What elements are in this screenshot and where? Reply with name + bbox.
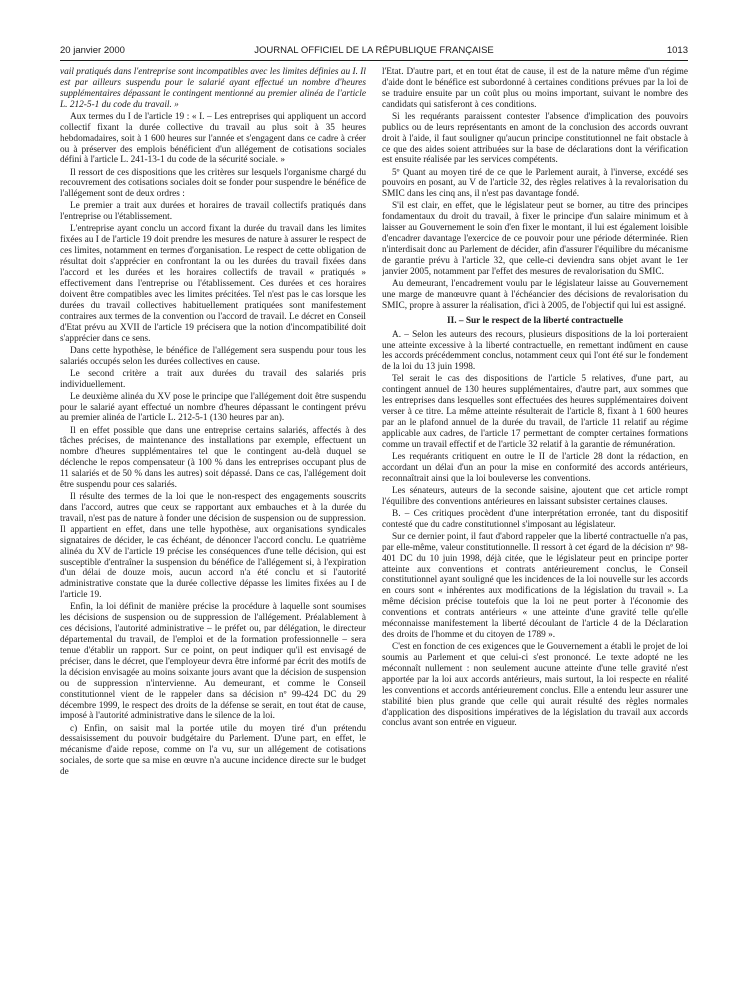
header-date: 20 janvier 2000 [60,45,125,56]
paragraph: Les sénateurs, auteurs de la seconde saisine, ajoutent que cet article rompt l'équilibre des conventions antérieures en laissant subsister certaines clauses. [382,485,688,507]
paragraph: Il en effet possible que dans une entreprise certains salariés, affectés à des tâches précises, de maintenance des installations par exemple, effectuent un nombre d'heures supplémentaires tel que le contingent au-delà duquel se déclenche le repos compensateur (à 100 % dans les entreprises occupant plus de 11 salariés et de 50 % dans les autres) soit dépassé. Dans ce cas, l'allégement doit être suspendu pour ces salariés. [60,425,366,491]
paragraph: Il ressort de ces dispositions que les critères sur lesquels l'organisme chargé du recouvrement des cotisations sociales doit se fonder pour suspendre le bénéfice de l'allégement sont de deux ordres : [60,167,366,200]
paragraph: A. – Selon les auteurs des recours, plusieurs dispositions de la loi porteraient une atteinte excessive à la liberté contractuelle, en remettant indûment en cause les accords précédemment conclus, notamment ceux qui l'ont été sur le fondement de la loi du 13 juin 1998. [382,329,688,373]
paragraph: Le second critère a trait aux durées du travail des salariés pris individuellement. [60,368,366,390]
paragraph: Si les requérants paraissent contester l'absence d'implication des pouvoirs publics ou de leurs représentants en amont de la conclusion des accords ouvrant droit à l'aide, il faut souligner qu'aucun principe constitutionnel ne fait obstacle à ce que des aides soient attribuées sur la base de déclarations dont la vérification est ensuite réalisée par les services compétents. [382,111,688,166]
paragraph: vail pratiqués dans l'entreprise sont incompatibles avec les limites définies au I. Il est par ailleurs suspendu pour le salarié ayant effectué un nombre d'heures supplémentaires dépassant le contingent mentionné au premier alinéa de l'article L. 212-5-1 du code du travail. » [60,67,366,110]
section-heading: II. – Sur le respect de la liberté contractuelle [446,315,623,326]
header-rule [60,60,688,61]
paragraph: Au demeurant, l'encadrement voulu par le législateur laisse au Gouvernement une marge de manœuvre quant à l'échéancier des décisions de revalorisation du SMIC, propre à assurer la réalisation, d'ici à 2005, de l'objectif qui lui est assigné. [382,278,688,311]
paragraph: 5º Quant au moyen tiré de ce que le Parlement aurait, à l'inverse, excédé ses pouvoirs en posant, au V de l'article 32, des règles relatives à la revalorisation du SMIC dans les cinq ans, il n'est pas davantage fondé. [382,167,688,200]
header-page-number: 1013 [666,45,688,56]
paragraph: Enfin, la loi définit de manière précise la procédure à laquelle sont soumises les décisions de suspension ou de suppression de l'allégement. Préalablement à ces décisions, l'autorité administrative – le préfet ou, par délégation, le directeur départemental du travail, de l'emploi et de la formation professionnelle – sera tenue d'établir un rapport. Sur ce point, on peut indiquer qu'il est envisagé de préciser, dans le décret, que l'employeur devra être informé par écrit des motifs de la décision envisagée au moins soixante jours avant que la décision de suspension ou de suppression n'intervienne. Au demeurant, et comme le Conseil constitutionnel vient de le rappeler dans sa décision nº 99-424 DC du 29 décembre 1999, le respect des droits de la défense se serait, en tout état de cause, imposé à l'autorité administrative dans le silence de la loi. [60,602,366,722]
left-column [60,67,366,955]
paragraph: c) Enfin, on saisit mal la portée utile du moyen tiré d'un prétendu dessaisissement du pouvoir budgétaire du Parlement. D'une part, en effet, le mécanisme d'aide repose, comme on l'a vu, sur un allégement de cotisations sociales, de sorte que sa mise en œuvre n'a aucune incidence directe sur le budget de [60,723,366,778]
paragraph: Le premier a trait aux durées et horaires de travail collectifs pratiqués dans l'entreprise ou l'établissement. [60,201,366,223]
paragraph: Les requérants critiquent en outre le II de l'article 28 dont la rédaction, en accordant un délai d'un an pour la mise en conformité des accords antérieurs, reconnaîtrait ainsi que la loi bouleverse les conventions. [382,451,688,484]
paragraph: Le deuxième alinéa du XV pose le principe que l'allégement doit être suspendu pour le salarié ayant effectué un nombre d'heures dépassant le contingent prévu au premier alinéa de l'article L. 212-5-1 (130 heures par an). [60,391,366,424]
paragraph: L'entreprise ayant conclu un accord fixant la durée du travail dans les limites fixées au I de l'article 19 doit prendre les mesures de nature à assurer le respect de ces limites, notamment en termes d'organisation. Le respect de cette obligation de résultat doit s'apprécier en confrontant la ou les durées du travail fixées dans l'accord et les durées et les horaires collectifs de travail « pratiqués » effectivement dans l'entreprise ou l'établissement. Ces durées et ces horaires doivent être compatibles avec les limites précitées. Tel n'est pas le cas lorsque les durées du travail collectives habituellement pratiquées sont manifestement contraires aux termes de la convention ou l'accord de travail. Le décret en Conseil d'Etat prévu au XVII de l'article 19 précisera que la notion d'incompatibilité doit s'apprécier dans ce sens. [60,224,366,344]
paragraph: l'Etat. D'autre part, et en tout état de cause, il est de la nature même d'un régime d'aide dont le bénéfice est subordonné à certaines conditions prévues par la loi de se traduire ensuite par un coût plus ou moins important, suivant le nombre des candidats qui satisferont à ces conditions. [382,67,688,110]
paragraph: Tel serait le cas des dispositions de l'article 5 relatives, d'une part, au contingent annuel de 130 heures supplémentaires, d'autre part, aux sommes que les entreprises dans lesquelles sont effectuées des heures supplémentaires doivent verser à ce titre. La même atteinte résulterait de l'article 8, fixant à 1 600 heures par an le plafond annuel de la durée du travail, de l'article 11 relatif au régime applicable aux cadres, de l'article 17 permettant de compter certaines formations comme un travail effectif et de l'article 32 relatif à la garantie de rémunération. [382,374,688,450]
paragraph: B. – Ces critiques procèdent d'une interprétation erronée, tant du dispositif contesté que du cadre constitutionnel s'imposant au législateur. [382,508,688,530]
paragraph: Sur ce dernier point, il faut d'abord rappeler que la liberté contractuelle n'a pas, par elle-même, valeur constitutionnelle. Il ressort à cet égard de la décision nº 98-401 DC du 10 juin 1998, déjà citée, que le législateur peut en principe porter atteinte aux conventions et contrats antérieurement conclus, le Conseil constitutionnel ayant souligné que les incidences de la loi nouvelle sur les accords en cours sont « inhérentes aux modifications de la législation du travail ». La même décision précise toutefois que la loi ne peut porter à l'économie des conventions et contrats antérieurs « une atteinte d'une gravité telle qu'elle méconnaisse manifestement la liberté découlant de l'article 4 de la Déclaration des droits de l'homme et du citoyen de 1789 ». [382,531,688,640]
header-journal-title: JOURNAL OFFICIEL DE LA RÉPUBLIQUE FRANÇAISE [254,45,494,56]
paragraph: C'est en fonction de ces exigences que le Gouvernement a établi le projet de loi soumis au Parlement et que celui-ci s'est prononcé. Le texte adopté ne les méconnaît nullement : non seulement aucune atteinte d'une telle gravité n'est apportée par la loi aux accords antérieurs, mais surtout, la loi respecte en réalité les conventions et accords antérieurement conclus. Elle a entendu leur assurer une stabilité bien plus grande que celle qui aurait résulté des règles normales d'application des dispositions impératives de la législation du travail aux accords conclus avant son entrée en vigueur. [382,642,688,729]
paragraph: Dans cette hypothèse, le bénéfice de l'allégement sera suspendu pour tous les salariés occupés selon les durées collectives en cause. [60,345,366,367]
right-column [382,67,688,955]
paragraph: S'il est clair, en effet, que le législateur peut se borner, au titre des principes fondamentaux du droit du travail, à fixer le principe d'un salaire minimum et à laisser au Gouvernement le soin d'en fixer le montant, il lui est également loisible d'encadrer davantage l'exercice de ce pouvoir pour une période déterminée. Rien n'interdisait donc au Parlement de décider, afin d'assurer l'équilibre du mécanisme de garantie prévu à l'article 32, que celle-ci deviendra sans objet avant le 1er janvier 2005, notamment par l'effet des mesures de revalorisation du SMIC. [382,201,688,277]
page-header [60,45,688,61]
paragraph: Aux termes du I de l'article 19 : « I. – Les entreprises qui appliquent un accord collectif fixant la durée collective du travail au plus soit à 35 heures hebdomadaires, soit à 1 600 heures sur l'année et s'engagent dans ce cadre à créer ou à préserver des emplois bénéficient d'un allégement de cotisations sociales défini à l'article L. 241-13-1 du code de la sécurité sociale. » [60,111,366,166]
paragraph: Il résulte des termes de la loi que le non-respect des engagements souscrits dans l'accord, autres que ceux se rapportant aux embauches et à la durée du travail, n'est pas de nature à fonder une décision de suspension ou de suppression. Il appartient en effet, dans une telle hypothèse, aux organisations syndicales signataires de décider, le cas échéant, de dénoncer l'accord conclu. Le quatrième alinéa du XV de l'article 19 précise les conséquences d'une telle décision, qui est susceptible d'entraîner la suspension du bénéfice de l'allégement si, à l'expiration d'un délai de douze mois, aucun accord n'a été conclu et si l'autorité administrative constate que la durée collective dépasse les limites fixées au I de l'article 19. [60,492,366,601]
